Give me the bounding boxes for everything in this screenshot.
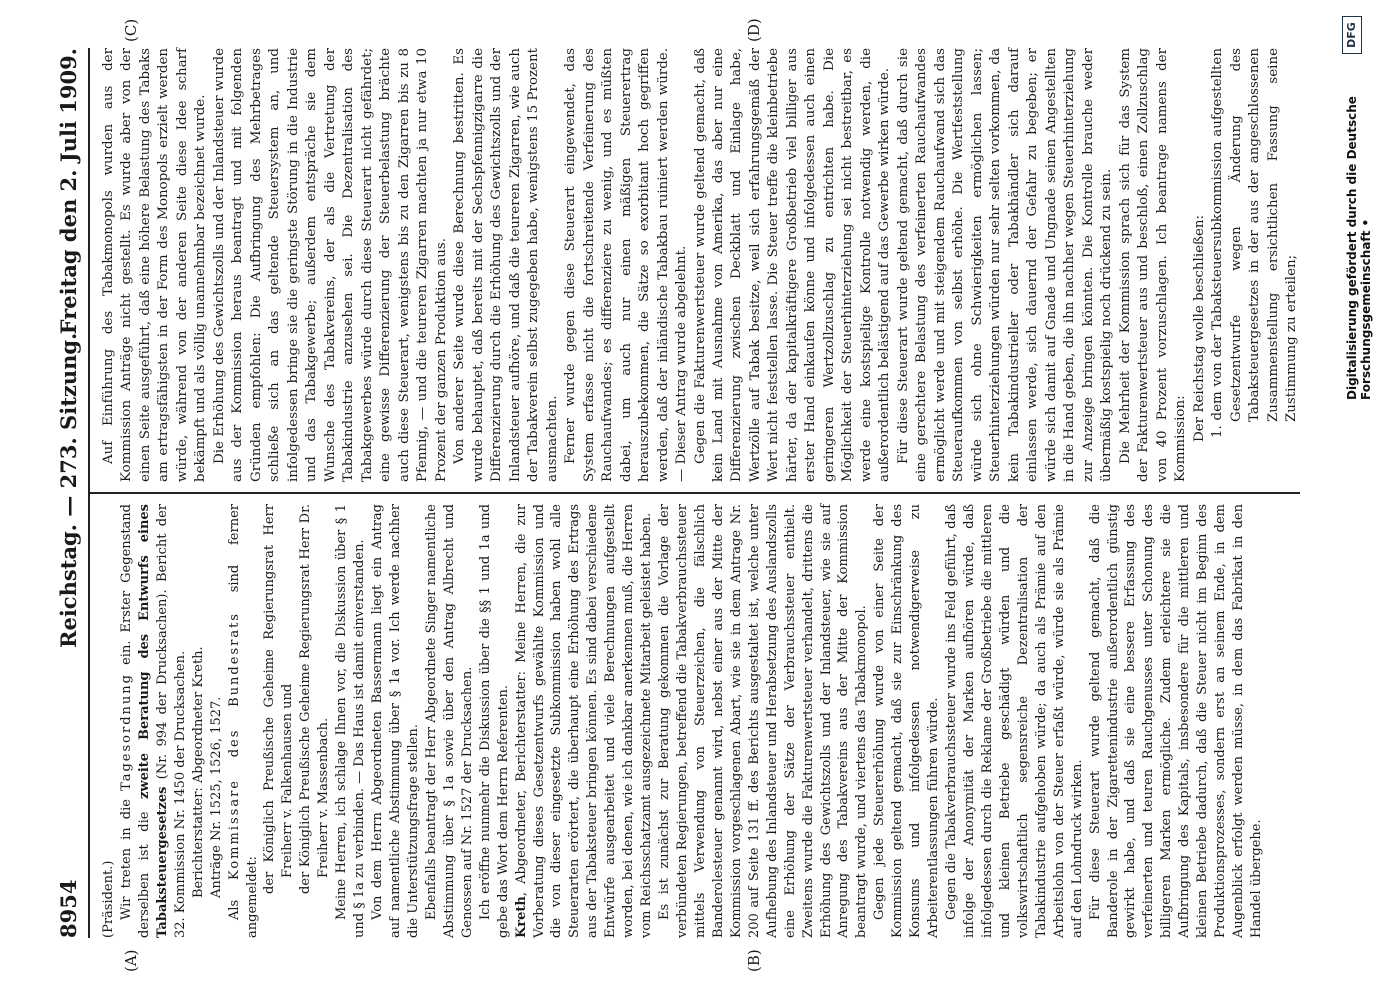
paragraph: Für diese Steuerart wurde geltend gemacht, daß durch sie eine gerechtere Belastung des verfeinerten Rauchaufwandes ermöglicht werde und mit steigendem Rauchaufwand sich das Steueraufkommen von selbst erhöhe. Die Wertfeststellung würde sich ohne Schwierigkeiten ermöglichen lassen; Steuerhinterziehungen würden nur sehr selten vorkommen, da kein Tabakindustrieller oder Tabakhändler sich darauf einlassen werde, sich dauernd der Gefahr zu begeben; er würde sich damit auf Gnade und Ungnade seinen Angestellten in die Hand geben, die ihn nachher wegen Steuerhinterziehung zur Anzeige bringen könnten. Die Kontrolle brauche weder übermäßig kostspielig noch drückend zu sein. bbox=[895, 48, 1115, 482]
paragraph: Von anderer Seite wurde diese Berechnung bestritten. Es wurde behauptet, daß bereits mit der Sechspfennigzigarre die Differenzierung durch die Erhöhung des Gewichtszolls und der Inlandsteuer aufhöre, und daß die teureren Zigarren, wie auch der Tabakverein selbst zugegeben habe, wenigstens 15 Prozent ausmachten. bbox=[452, 48, 560, 482]
paragraph: Ferner wurde gegen diese Steuerart eingewendet, das System erfasse nicht die fortschreitende Verfeinerung des Rauchaufwandes; es differenziere zu wenig, und es müßten dabei, um auch nur einen mäßigen Steuerertrag herauszubekommen, die Sätze so exorbitant hoch gegriffen werden, daß der inländische Tabakbau ruiniert werden würde. — Dieser Antrag wurde abgelehnt. bbox=[563, 48, 690, 482]
paragraph: Die Mehrheit der Kommission sprach sich für das System der Fakturenwertsteuer aus und beschloß, einen Zollzuschlag von 40 Prozent vorzuschlagen. Ich beantrage namens der Kommission: bbox=[1117, 48, 1189, 482]
paragraph: Der Reichstag wolle beschließen: bbox=[1191, 214, 1207, 442]
paragraph: Kreth, Abgeordneter, Berichterstatter: Meine Herren, die zur Vorberatung dieses Gesetzentwurfs gewählte Kommission und die von dieser eingesetzte Subkommission haben wohl alle Steuerarten erörtert, die überhaupt eine Erhöhung des Ertrags aus der Tabaksteuer bringen können. Es sind dabei verschiedene Entwürfe ausgearbeitet und viele Berechnungen aufgestellt worden, bei denen, wie ich dankbar anerkennen muß, die Herren vom Reichsschatzamt ausgezeichnete Mitarbeit geleistet haben. bbox=[513, 504, 655, 938]
paragraph: Als Kommissare des Bundesrats sind ferner angemeldet: bbox=[226, 504, 260, 938]
paragraph: Ich eröffne nunmehr die Diskussion über die §§ 1 und 1a und gebe das Wort dem Herrn Referenten. bbox=[477, 504, 511, 938]
paragraph: Auf Einführung des Tabakmonopols wurden aus der Kommission Anträge nicht gestellt. Es wurde aber von der einen Seite ausgeführt, daß eine höhere Belastung des Tabaks am ertragsfähigsten in der Form des Monopols erzielt werden würde, während von der anderen Seite diese Idee scharf bekämpft und als völlig unannehmbar bezeichnet wurde. bbox=[101, 48, 209, 482]
paragraph: Von dem Herrn Abgeordneten Bassermann liegt ein Antrag auf namentliche Abstimmung über § 1a vor. Ich werde nachher die Unterstützungsfrage stellen. bbox=[370, 504, 421, 938]
paragraph: der Königlich Preußische Geheime Regierungsrat Herr Freiherr v. Falkenhausen und bbox=[262, 504, 296, 894]
paragraph: Meine Herren, ich schlage Ihnen vor, die Diskussion über § 1 und § 1a zu verbinden. — Das Haus ist damit einverstanden. bbox=[334, 504, 368, 938]
digitization-credit: Digitalisierung gefördert durch die Deutsche Forschungsgemeinschaft • bbox=[1345, 96, 1373, 400]
margin-mark-b: (B) bbox=[745, 949, 763, 972]
running-header bbox=[56, 48, 86, 938]
paragraph: Gegen die Fakturenwertsteuer wurde geltend gemacht, daß kein Land mit Ausnahme von Amerika, das aber nur eine Differenzierung zwischen Deckblatt und Einlage habe, Wertzölle auf Tabak besitze, weil sich erfahrungsgemäß der Wert nicht feststellen lasse. Die Steuer treffe die kleinbetriebe härter, da der kapitalkräftigere Großbetrieb viel billiger aus erster Hand einkaufen könne und infolgedessen auch einen geringeren Wertzollzuschlag zu entrichten habe. Die Möglichkeit der Steuerhinterziehung sei nicht bestreitbar, es werde eine kostspielige Kontrolle notwendig werden, die außerordentlich belästigend auf das Gewerbe wirken würde. bbox=[692, 48, 893, 482]
dfg-logo: DFG bbox=[1342, 16, 1362, 54]
page-number: 8954 bbox=[56, 879, 81, 938]
paragraph: Anträge Nr. 1525, 1526, 1527. bbox=[208, 696, 224, 898]
column-divider bbox=[90, 492, 1300, 494]
paragraph: Ebenfalls beantragt der Herr Abgeordnete Singer namentliche Abstimmung über § 1a sowie über den Antrag Albrecht und Genossen auf Nr. 1527 der Drucksachen. bbox=[423, 504, 475, 938]
header-date: Freitag den 2. Juli 1909. bbox=[56, 48, 81, 335]
paragraph: Für diese Steuerart wurde geltend gemacht, daß die Banderole in der Zigarettenindustrie außerordentlich günstig gewirkt habe, und daß sie eine bessere Erfassung des verfeinerten und teuren Rauchgenusses unter Schonung des billigeren Marken ermögliche. Zudem erleichtere sie die Aufbringung des Kapitals, insbesondere für die mittleren und kleinen Betriebe dadurch, daß die Steuer nicht im Beginn des Produktionsprozesses, sondern erst an seinem Ende, in dem Augenblick erfolgt werden müsse, in dem das Fabrikat in den Handel übergehe. bbox=[1087, 504, 1264, 938]
margin-mark-c: (C) bbox=[122, 18, 140, 42]
paragraph: Gegen die Tabakverbrauchssteuer wurde ins Feld geführt, daß infolge der Anonymität der Marken aufhören würde, daß infolgedessen durch die Reklame der Großbetriebe die mittleren und kleinen Betriebe geschädigt würden und die volkswirtschaftlich segensreiche Dezentralisation der Tabakindustrie aufgehoben würde; da auch als Prämie auf den Arbeitslohn von der Steuer erfaßt würde, würde sie als Prämie auf den Lohndruck wirken. bbox=[944, 504, 1085, 938]
paragraph: Wir treten in die Tagesordnung ein. Erster Gegenstand derselben ist die zweite Beratung des Entwurfs eines Tabaksteuergesetzes (Nr. 994 der Drucksachen). Bericht der 32. Kommission Nr. 1450 der Drucksachen. bbox=[118, 503, 188, 938]
paragraph: Berichterstatter: Abgeordneter Kreth. bbox=[190, 646, 206, 898]
speaker-label: (Präsident.) bbox=[101, 860, 116, 938]
paragraph: Gegen jede Steuererhöhung wurde von einer Seite der Kommission geltend gemacht, daß sie zur Einschränkung des Konsums und infolgedessen notwendigerweise zu Arbeiterentlassungen führen würde. bbox=[872, 504, 942, 938]
right-column bbox=[100, 48, 1301, 482]
header-session: Reichstag. — 273. Sitzung. bbox=[56, 332, 81, 648]
margin-mark-a: (A) bbox=[122, 949, 140, 972]
left-column bbox=[100, 504, 1266, 938]
paragraph: der Königlich Preußische Geheime Regierungsrat Herr Dr. Freiherr v. Massenbach. bbox=[298, 504, 332, 894]
paragraph: Die Erhöhung des Gewichtszolls und der Inlandsteuer wurde aus der Kommission heraus beantragt und mit folgenden Gründen empfohlen: Die Aufbringung des Mehrbetrages schließe sich an das geltende Steuersystem an, und infolgedessen bringe sie die geringste Störung in die Industrie und das Tabakgewerbe; außerdem entspräche sie dem Wunsche des Tabakvereins, der als die Vertretung der Tabakindustrie anzusehen sei. Die Dezentralisation des Tabakgewerbes würde durch diese Steuerart nicht gefährdet; eine gewisse Differenzierung der Steuerbelastung brächte auch diese Steuerart, wenigstens bis zu den Zigarren bis zu 8 Pfennig, — und die teureren Zigarren machten ja nur etwa 10 Prozent der ganzen Produktion aus. bbox=[211, 48, 449, 482]
margin-mark-d: (D) bbox=[745, 18, 763, 42]
paragraph: 1. dem von der Tabaksteuersubkommission aufgestellten Gesetzentwurfe wegen Änderung des Tabaksteuergesetzes in der aus der angeschlossenen Zusammenstellung ersichtlichen Fassung seine Zustimmung zu erteilen; bbox=[1210, 48, 1299, 438]
paragraph: Es ist zunächst zur Beratung gekommen die Vorlage der verbündeten Regierungen, betreffend die Tabakverbrauchssteuer mittels Verwendung von Steuerzeichen, die fälschlich Banderolesteuer genannt wird, nebst einer aus der Mitte der Kommission vorgeschlagenen Abart, wie sie in dem Antrage Nr. 200 auf Seite 131 ff. des Berichts ausgestaltet ist, welche unter Aufhebung des Inlandsteuer und Herabsetzung des Auslandszolls eine Erhöhung der Sätze der Verbrauchssteuer enthielt. Zweitens wurde die Fakturenwertsteuer verhandelt, drittens die Erhöhung des Gewichtszolls und der Inlandsteuer, wie sie auf Anregung des Tabakvereins aus der Mitte der Kommission beantragt wurde, und viertens das Tabakmonopol. bbox=[657, 504, 870, 938]
